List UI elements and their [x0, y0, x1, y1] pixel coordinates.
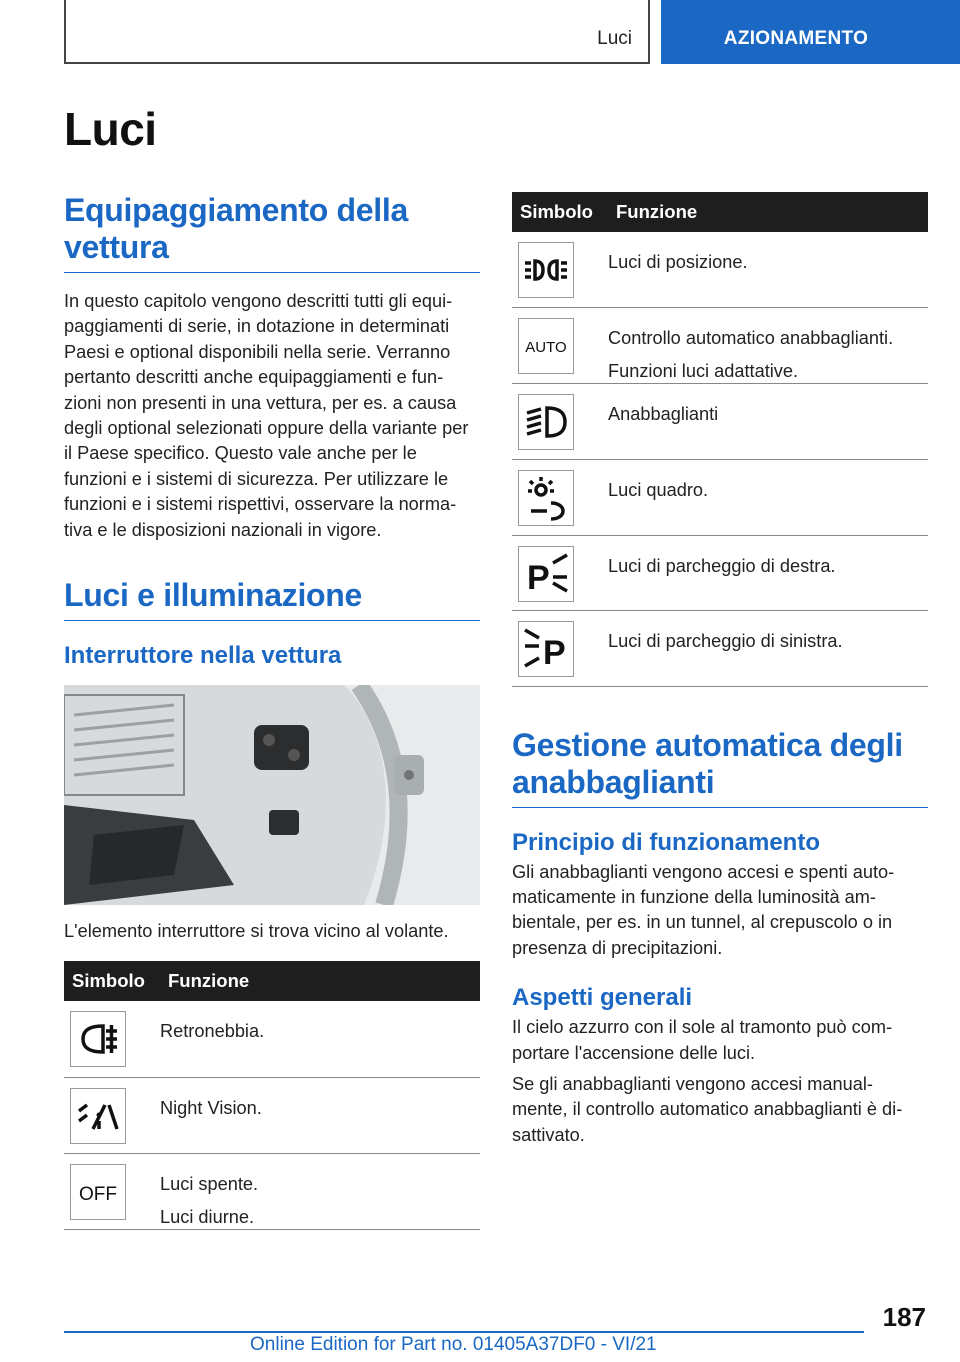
- low-beam-icon: [518, 394, 574, 450]
- rear-fog-light-icon: [70, 1011, 126, 1067]
- col-header-funzione: Funzione: [608, 192, 928, 232]
- left-column: [64, 192, 480, 1230]
- page-title: Luci: [64, 103, 157, 155]
- heading-equipaggiamento: Equipaggiamento della vettura: [64, 192, 480, 273]
- paragraph-equipaggiamento: In questo capitolo vengono descritti tutti gli equi-paggiamenti di serie, in dotazione in determinati Paesi e optional disponibili nella serie. Verranno pertanto descritti anche equipaggiamenti e fun-zioni non presenti in una vettura, per es. a causa degli optional selezionati oppure della variante per il Paese specifico. Questo vale anche per le funzioni e i sistemi di sicurezza. Per utilizzare le funzioni e i sistemi rispettivi, osservare la norma-tiva e le disposizioni nazionali in vigore.: [64, 291, 469, 540]
- function-text: Luci diurne.: [160, 1206, 255, 1227]
- header-chapter-tab: [661, 0, 960, 64]
- function-text: Luci quadro.: [608, 479, 709, 500]
- table-header-row: [512, 192, 928, 232]
- table-row: [512, 535, 928, 610]
- parking-left-icon: [518, 621, 574, 677]
- table-row: [512, 610, 928, 686]
- position-lights-icon: [518, 242, 574, 298]
- header-section-box: [64, 0, 650, 64]
- function-text: Controllo automatico anabbaglianti.: [608, 327, 894, 348]
- function-text: Luci di parcheggio di sinistra.: [608, 630, 843, 651]
- left-symbol-table: [64, 961, 480, 1230]
- heading-interruttore: Interruttore nella vettura: [64, 642, 342, 670]
- footer-rule: [64, 1331, 864, 1333]
- switch-photo: [64, 685, 480, 905]
- table-row: [64, 1077, 480, 1153]
- function-text: Luci di parcheggio di destra.: [608, 555, 836, 576]
- auto-icon: [518, 318, 574, 374]
- function-text: Funzioni luci adattative.: [608, 360, 799, 381]
- heading-luci-illuminazione: Luci e illuminazione: [64, 577, 480, 621]
- switch-photo-illustration: [64, 685, 480, 905]
- paragraph-principio: Gli anabbaglianti vengono accesi e spenti auto-maticamente in funzione della luminosità am-bientale, per es. in un tunnel, al crepuscolo o in presenza di precipitazioni.: [512, 861, 895, 958]
- off-icon-text: OFF: [79, 1183, 117, 1205]
- paragraph-aspetti-1: Il cielo azzurro con il sole al tramonto può com-portare l'accensione delle luci.: [512, 1017, 893, 1063]
- header-section-label: Luci: [597, 28, 632, 49]
- function-text: Night Vision.: [160, 1097, 262, 1118]
- right-symbol-table: [512, 192, 928, 687]
- col-header-funzione: Funzione: [160, 961, 480, 1001]
- function-text: Anabbaglianti: [608, 403, 719, 424]
- table-row: [512, 232, 928, 307]
- night-vision-icon: [70, 1088, 126, 1144]
- heading-gestione-automatica: Gestione automatica degli anabbaglianti: [512, 727, 928, 808]
- parking-left-icon-text: P: [543, 633, 566, 672]
- table-header-row: [64, 961, 480, 1001]
- instrument-lighting-icon: [518, 470, 574, 526]
- col-header-simbolo: Simbolo: [64, 961, 160, 1001]
- function-text: Luci di posizione.: [608, 252, 748, 272]
- header-chapter-label: AZIONAMENTO: [723, 28, 869, 49]
- function-text: Retronebbia.: [160, 1021, 265, 1042]
- footer-edition: Online Edition for Part no. 01405A37DF0 - VI/21: [250, 1334, 657, 1355]
- table-row: [64, 1153, 480, 1229]
- heading-aspetti-generali: Aspetti generali: [512, 984, 693, 1012]
- table-row: [512, 307, 928, 383]
- parking-right-icon-text: P: [527, 558, 550, 597]
- function-text: Luci spente.: [160, 1173, 259, 1194]
- off-icon: [70, 1164, 126, 1220]
- col-header-simbolo: Simbolo: [512, 192, 608, 232]
- table-row: [512, 459, 928, 535]
- auto-icon-text: AUTO: [525, 338, 567, 356]
- table-row: [512, 383, 928, 459]
- photo-caption: L'elemento interruttore si trova vicino al volante.: [64, 921, 449, 942]
- page-number: 187: [882, 1302, 926, 1332]
- heading-principio: Principio di funzionamento: [512, 828, 820, 856]
- paragraph-aspetti-2: Se gli anabbaglianti vengono accesi manual-mente, il controllo automatico anabbaglianti è di-sattivato.: [512, 1073, 903, 1145]
- table-row: [64, 1001, 480, 1077]
- right-column: [512, 192, 928, 1148]
- parking-right-icon: [518, 546, 574, 602]
